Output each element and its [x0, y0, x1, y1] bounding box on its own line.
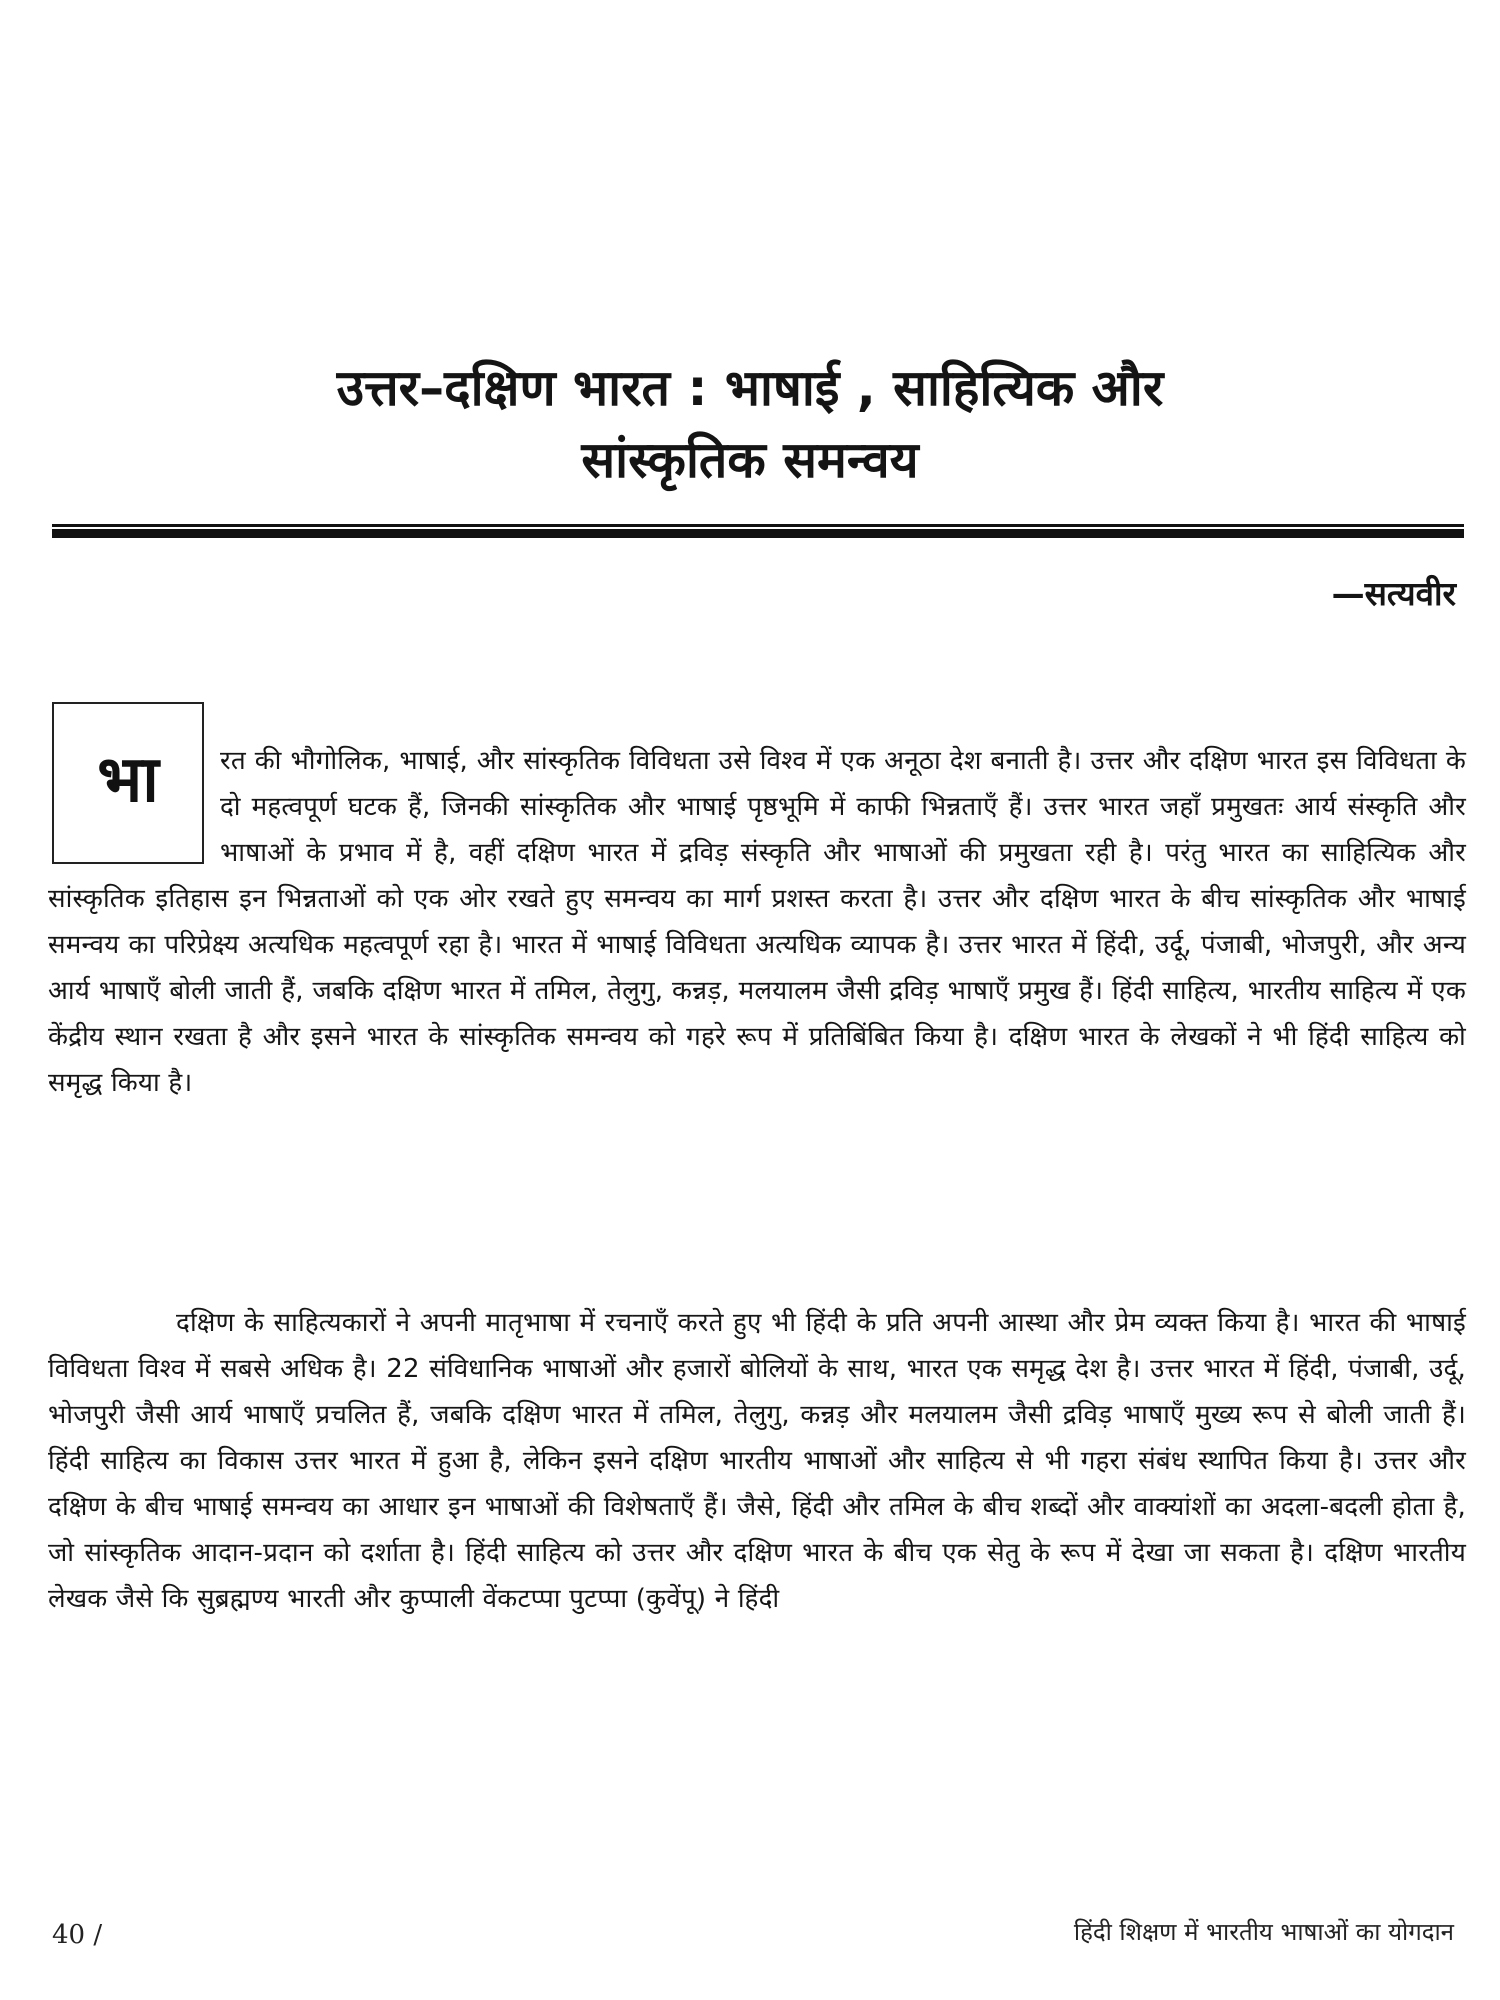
drop-cap-spacer [48, 738, 220, 874]
title-divider-thin [52, 524, 1464, 527]
paragraph-2: दक्षिण के साहित्यकारों ने अपनी मातृभाषा में रचनाएँ करते हुए भी हिंदी के प्रति अपनी आस्था और प्रेम व्यक्त किया है। भारत की भाषाई विविधता विश्व में सबसे अधिक है। 22 संविधानिक भाषाओं और हजारों बोलियों के साथ, भारत एक समृद्ध देश है। उत्तर भारत में हिंदी, पंजाबी, उर्दू, भोजपुरी जैसी आर्य भाषाएँ प्रचलित हैं, जबकि दक्षिण भारत में तमिल, तेलुगु, कन्नड़ और मलयालम जैसी द्रविड़ भाषाएँ मुख्य रूप से बोली जाती हैं। हिंदी साहित्य का विकास उत्तर भारत में हुआ है, लेकिन इसने दक्षिण भारतीय भाषाओं और साहित्य से भी गहरा संबंध स्थापित किया है। उत्तर और दक्षिण के बीच भाषाई समन्वय का आधार इन भाषाओं की विशेषताएँ हैं। जैसे, हिंदी और तमिल के बीच शब्दों और वाक्यांशों का अदला-बदली होता है, जो सांस्कृतिक आदान-प्रदान को दर्शाता है। हिंदी साहित्य को उत्तर और दक्षिण भारत के बीच एक सेतु के रूप में देखा जा सकता है। दक्षिण भारतीय लेखक जैसे कि सुब्रह्मण्य भारती और कुप्पाली वेंकटप्पा पुटप्पा (कुवेंपू) ने हिंदी [48, 1308, 1466, 1614]
title-divider-thick [52, 529, 1464, 538]
chapter-title [120, 352, 1380, 496]
paragraph-1-text: रत की भौगोलिक, भाषाई, और सांस्कृतिक विविधता उसे विश्व में एक अनूठा देश बनाती है। उत्तर और दक्षिण भारत इस विविधता के दो महत्वपूर्ण घटक हैं, जिनकी सांस्कृतिक और भाषाई पृष्ठभूमि में काफी भिन्नताएँ हैं। उत्तर भारत जहाँ प्रमुखतः आर्य संस्कृति और भाषाओं के प्रभाव में है, वहीं दक्षिण भारत में द्रविड़ संस्कृति और भाषाओं की प्रमुखता रही है। परंतु भारत का साहित्यिक और सांस्कृतिक इतिहास इन भिन्नताओं को एक ओर रखते हुए समन्वय का मार्ग प्रशस्त करता है। उत्तर और दक्षिण भारत के बीच सांस्कृतिक और भाषाई समन्वय का परिप्रेक्ष्य अत्यधिक महत्वपूर्ण रहा है। भारत में भाषाई विविधता अत्यधिक व्यापक है। उत्तर भारत में हिंदी, उर्दू, पंजाबी, भोजपुरी, और अन्य आर्य भाषाएँ बोली जाती हैं, जबकि दक्षिण भारत में तमिल, तेलुगु, कन्नड़, मलयालम जैसी द्रविड़ भाषाएँ प्रमुख हैं। हिंदी साहित्य, भारतीय साहित्य में एक केंद्रीय स्थान रखता है और इसने भारत के सांस्कृतिक समन्वय को गहरे रूप में प्रतिबिंबित किया है। दक्षिण भारत के लेखकों ने भी हिंदी साहित्य को समृद्ध किया है। [48, 746, 1466, 1098]
running-footer-book-title: हिंदी शिक्षण में भारतीय भाषाओं का योगदान [1073, 1918, 1454, 1946]
chapter-title-line-2: सांस्कृतिक समन्वय [581, 431, 919, 489]
paragraph-1 [48, 738, 1466, 1106]
drop-cap-letter: भा [97, 743, 159, 817]
page-number: 40 / [52, 1920, 103, 1950]
chapter-title-line-1: उत्तर–दक्षिण भारत : भाषाई , साहित्यिक और [336, 359, 1164, 417]
author-name: —सत्यवीर [1331, 574, 1456, 613]
